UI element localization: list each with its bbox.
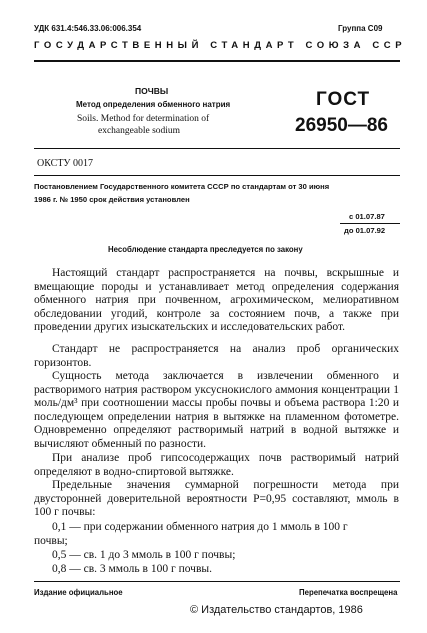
- paragraph-principle: Сущность метода заключается в извлечении обменного и растворимого натрия раствором уксуснокислого аммония концентрации 1 моль/дм³ при соотношении массы пробы почвы и объема раствора 1:20 и последующем определении натрия в вытяжке на пламенном фотометре. Одновременно определяют растворимый натрий в водной вытяжке и вычисляют обменный по разности.: [34, 370, 399, 450]
- decree-line1: Постановлением Государственного комитета СССР по стандартам от 30 июня: [34, 182, 330, 191]
- gost-label: ГОСТ: [316, 89, 371, 110]
- footer-divider: [34, 581, 400, 582]
- okstu-divider: [34, 175, 400, 176]
- copyright: © Издательство стандартов, 1986: [190, 604, 363, 616]
- decree-line2: 1986 г. № 1950 срок действия установлен: [34, 195, 190, 204]
- state-standard-banner: ГОСУДАРСТВЕННЫЙ СТАНДАРТ СОЮЗА ССР: [34, 40, 407, 51]
- error-item-3: 0,8 — св. 3 ммоль в 100 г почвы.: [52, 563, 212, 575]
- title-en-line1: Soils. Method for determination of: [77, 114, 210, 124]
- decree-from-date: с 01.07.87: [349, 212, 385, 221]
- error-item-1b: почвы;: [34, 535, 68, 547]
- error-item-2: 0,5 — св. 1 до 3 ммоль в 100 г почвы;: [52, 549, 236, 561]
- paragraph-error-limits: Предельные значения суммарной погрешности метода при двусторонней доверительной вероятности P=0,95 составляют, ммоль в 100 г почвы:: [34, 479, 399, 519]
- subtitle-ru: Метод определения обменного натрия: [76, 100, 231, 109]
- udc-code: УДК 631.4:546.33.06:006.354: [34, 24, 142, 33]
- okstu-code: ОКСТУ 0017: [37, 158, 94, 169]
- paragraph-exclusion: Стандарт не распространяется на анализ проб органических горизонтов.: [34, 343, 399, 369]
- title-en-line2: exchangeable sodium: [98, 126, 181, 136]
- paragraph-scope: Настоящий стандарт распространяется на почвы, вскрышные и вмещающие породы и устанавливает метод определения содержания обменного натрия при почвенном, агрохимическом, мелиоративном обследовании угодий, контроле за состоянием почв, а также при проведении других изыскательских и исследовательских работ.: [34, 267, 399, 334]
- title-ru: ПОЧВЫ: [135, 86, 169, 96]
- official-edition: Издание официальное: [34, 588, 123, 597]
- reprint-forbidden: Перепечатка воспрещена: [299, 588, 398, 597]
- legal-note: Несоблюдение стандарта преследуется по закону: [108, 245, 303, 254]
- title-divider: [34, 148, 400, 149]
- error-item-1a: 0,1 — при содержании обменного натрия до 1 ммоль в 100 г: [52, 521, 348, 533]
- date-divider: [340, 223, 400, 224]
- decree-to-date: до 01.07.92: [344, 226, 386, 235]
- group-code: Группа С09: [338, 24, 383, 33]
- paragraph-gypsum: При анализе проб гипсосодержащих почв растворимый натрий определяют в водно-спиртовой вытяжке.: [34, 452, 399, 478]
- gost-number: 26950—86: [295, 115, 388, 136]
- banner-divider: [34, 60, 400, 62]
